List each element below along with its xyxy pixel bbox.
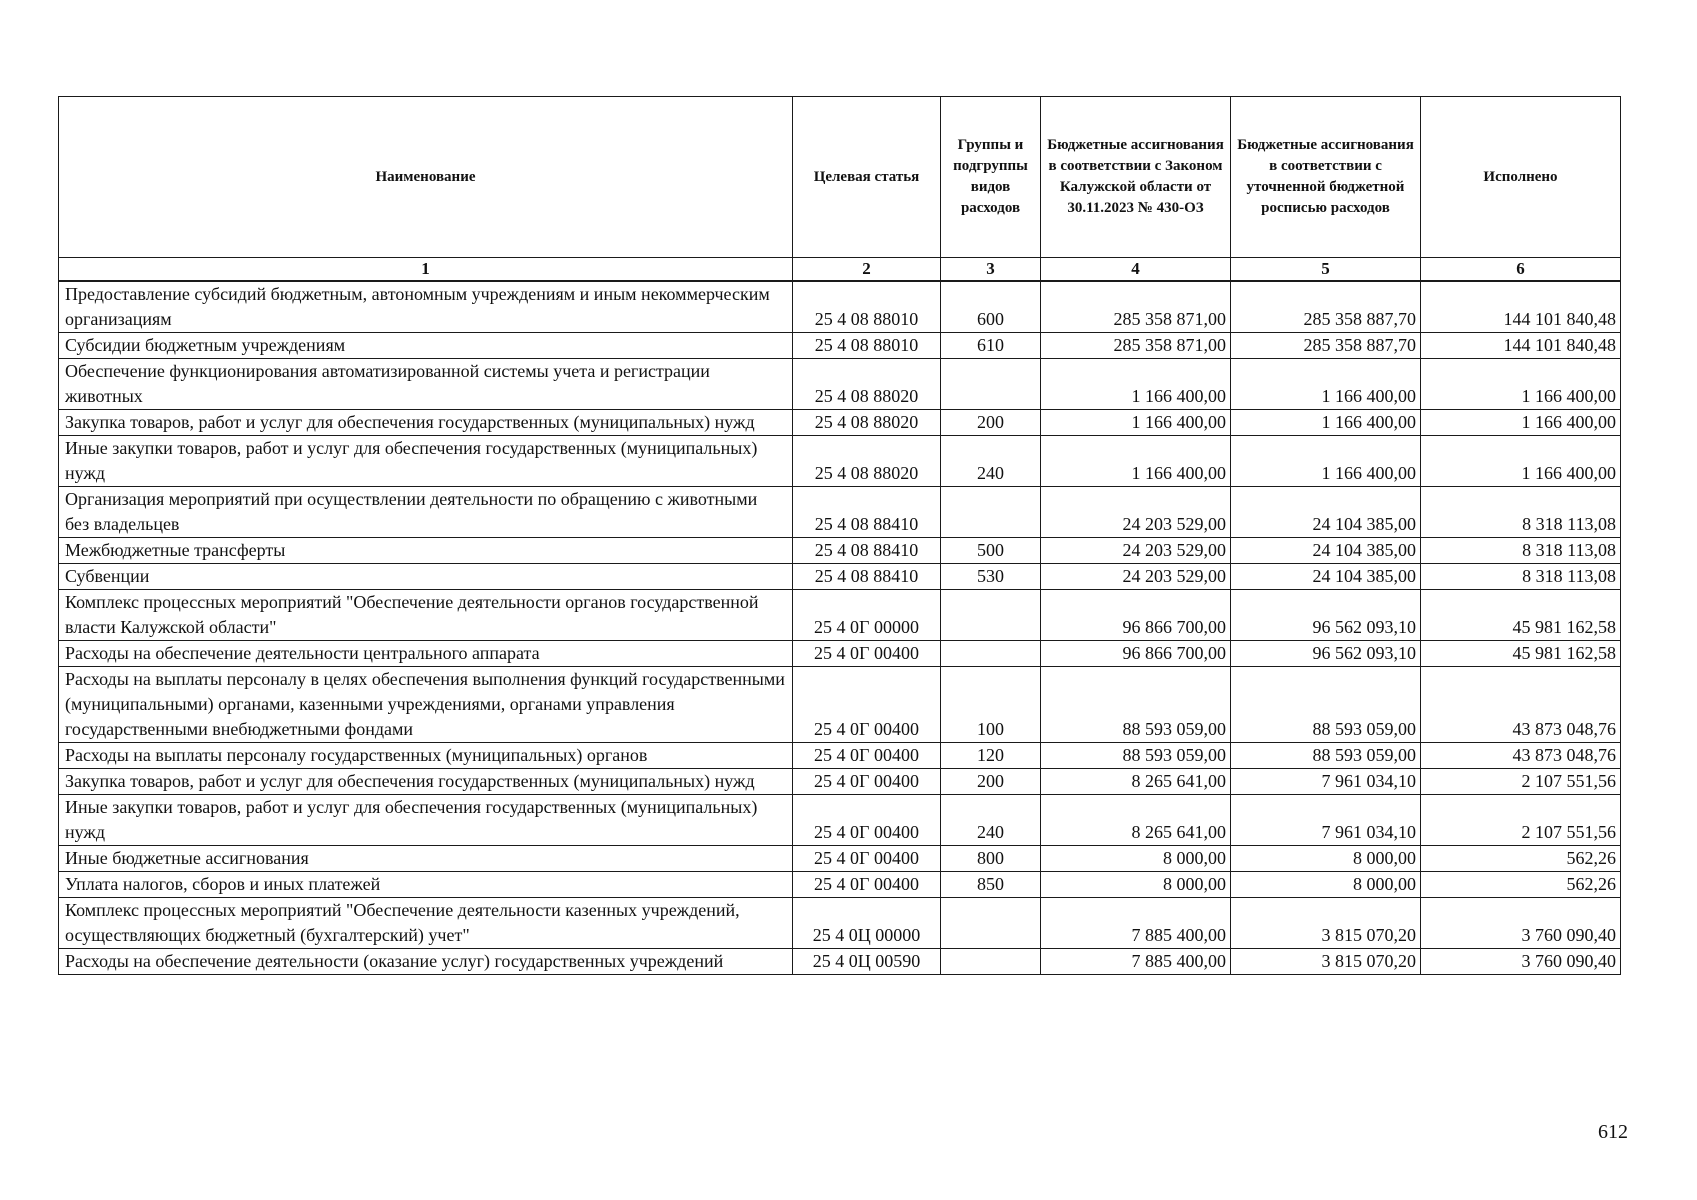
row-refined-amount: 1 166 400,00 [1231, 359, 1421, 410]
row-name: Организация мероприятий при осуществлении деятельности по обращению с животными без владельцев [59, 487, 793, 538]
row-target-code: 25 4 08 88410 [793, 538, 941, 564]
row-name: Комплекс процессных мероприятий "Обеспечение деятельности казенных учреждений, осуществляющих бюджетный (бухгалтерский) учет" [59, 898, 793, 949]
row-refined-amount: 8 000,00 [1231, 846, 1421, 872]
table-row [59, 359, 1621, 410]
row-group: 850 [941, 872, 1041, 898]
budget-execution-table [58, 96, 1621, 975]
header-name: Наименование [59, 97, 793, 258]
row-target-code: 25 4 08 88410 [793, 564, 941, 590]
table-row [59, 538, 1621, 564]
row-refined-amount: 88 593 059,00 [1231, 667, 1421, 743]
row-refined-amount: 96 562 093,10 [1231, 590, 1421, 641]
row-name: Расходы на обеспечение деятельности центрального аппарата [59, 641, 793, 667]
row-group: 200 [941, 769, 1041, 795]
table-row [59, 564, 1621, 590]
row-executed-amount: 1 166 400,00 [1421, 410, 1621, 436]
row-executed-amount: 1 166 400,00 [1421, 359, 1621, 410]
row-executed-amount: 45 981 162,58 [1421, 641, 1621, 667]
header-executed: Исполнено [1421, 97, 1621, 258]
row-executed-amount: 3 760 090,40 [1421, 898, 1621, 949]
row-refined-amount: 1 166 400,00 [1231, 410, 1421, 436]
row-group: 610 [941, 333, 1041, 359]
column-number: 4 [1041, 258, 1231, 282]
row-target-code: 25 4 08 88010 [793, 281, 941, 333]
row-group: 120 [941, 743, 1041, 769]
row-target-code: 25 4 0Ц 00000 [793, 898, 941, 949]
row-law-amount: 285 358 871,00 [1041, 281, 1231, 333]
row-group: 600 [941, 281, 1041, 333]
row-group [941, 487, 1041, 538]
row-law-amount: 8 000,00 [1041, 846, 1231, 872]
row-executed-amount: 8 318 113,08 [1421, 564, 1621, 590]
table-row [59, 846, 1621, 872]
row-executed-amount: 43 873 048,76 [1421, 667, 1621, 743]
row-executed-amount: 43 873 048,76 [1421, 743, 1621, 769]
row-refined-amount: 24 104 385,00 [1231, 487, 1421, 538]
row-refined-amount: 24 104 385,00 [1231, 564, 1421, 590]
page-number: 612 [1598, 1121, 1628, 1143]
row-law-amount: 24 203 529,00 [1041, 538, 1231, 564]
row-law-amount: 8 265 641,00 [1041, 795, 1231, 846]
row-name: Уплата налогов, сборов и иных платежей [59, 872, 793, 898]
row-executed-amount: 2 107 551,56 [1421, 795, 1621, 846]
row-target-code: 25 4 0Ц 00590 [793, 949, 941, 975]
row-target-code: 25 4 0Г 00400 [793, 769, 941, 795]
row-law-amount: 88 593 059,00 [1041, 667, 1231, 743]
budget-document-page [58, 96, 1620, 975]
row-law-amount: 8 000,00 [1041, 872, 1231, 898]
row-target-code: 25 4 08 88010 [793, 333, 941, 359]
row-target-code: 25 4 0Г 00000 [793, 590, 941, 641]
table-body [59, 281, 1621, 975]
table-row [59, 410, 1621, 436]
column-number: 6 [1421, 258, 1621, 282]
row-executed-amount: 8 318 113,08 [1421, 487, 1621, 538]
column-number: 3 [941, 258, 1041, 282]
row-group [941, 590, 1041, 641]
header-target-article: Целевая статья [793, 97, 941, 258]
table-row [59, 898, 1621, 949]
row-name: Субсидии бюджетным учреждениям [59, 333, 793, 359]
row-refined-amount: 3 815 070,20 [1231, 949, 1421, 975]
header-expense-groups: Группы и подгруппы видов расходов [941, 97, 1041, 258]
row-executed-amount: 144 101 840,48 [1421, 333, 1621, 359]
table-row [59, 743, 1621, 769]
row-law-amount: 96 866 700,00 [1041, 590, 1231, 641]
row-name: Расходы на выплаты персоналу государственных (муниципальных) органов [59, 743, 793, 769]
row-law-amount: 8 265 641,00 [1041, 769, 1231, 795]
row-law-amount: 1 166 400,00 [1041, 436, 1231, 487]
table-row [59, 795, 1621, 846]
row-target-code: 25 4 0Г 00400 [793, 795, 941, 846]
row-target-code: 25 4 0Г 00400 [793, 641, 941, 667]
row-law-amount: 24 203 529,00 [1041, 487, 1231, 538]
row-target-code: 25 4 0Г 00400 [793, 743, 941, 769]
column-number: 1 [59, 258, 793, 282]
row-law-amount: 88 593 059,00 [1041, 743, 1231, 769]
row-group: 500 [941, 538, 1041, 564]
row-group [941, 949, 1041, 975]
column-number: 2 [793, 258, 941, 282]
row-target-code: 25 4 08 88020 [793, 410, 941, 436]
row-refined-amount: 1 166 400,00 [1231, 436, 1421, 487]
row-target-code: 25 4 0Г 00400 [793, 667, 941, 743]
row-law-amount: 7 885 400,00 [1041, 949, 1231, 975]
row-name: Иные закупки товаров, работ и услуг для обеспечения государственных (муниципальных) нужд [59, 795, 793, 846]
row-law-amount: 1 166 400,00 [1041, 410, 1231, 436]
row-name: Закупка товаров, работ и услуг для обеспечения государственных (муниципальных) нужд [59, 769, 793, 795]
row-law-amount: 1 166 400,00 [1041, 359, 1231, 410]
row-target-code: 25 4 0Г 00400 [793, 872, 941, 898]
row-executed-amount: 2 107 551,56 [1421, 769, 1621, 795]
row-law-amount: 7 885 400,00 [1041, 898, 1231, 949]
row-name: Обеспечение функционирования автоматизированной системы учета и регистрации животных [59, 359, 793, 410]
row-executed-amount: 562,26 [1421, 872, 1621, 898]
row-name: Иные закупки товаров, работ и услуг для обеспечения государственных (муниципальных) нужд [59, 436, 793, 487]
row-name: Иные бюджетные ассигнования [59, 846, 793, 872]
row-group [941, 641, 1041, 667]
table-row [59, 769, 1621, 795]
table-row [59, 872, 1621, 898]
row-target-code: 25 4 0Г 00400 [793, 846, 941, 872]
row-name: Расходы на выплаты персоналу в целях обеспечения выполнения функций государственными (муниципальными) органами, казенными учреждениями, органами управления государственными внебюджетными фондами [59, 667, 793, 743]
row-refined-amount: 7 961 034,10 [1231, 769, 1421, 795]
row-executed-amount: 3 760 090,40 [1421, 949, 1621, 975]
table-row [59, 590, 1621, 641]
table-row [59, 436, 1621, 487]
row-name: Закупка товаров, работ и услуг для обеспечения государственных (муниципальных) нужд [59, 410, 793, 436]
row-target-code: 25 4 08 88410 [793, 487, 941, 538]
table-row [59, 487, 1621, 538]
header-refined-allocations: Бюджетные ассигнования в соответствии с уточненной бюджетной росписью расходов [1231, 97, 1421, 258]
row-law-amount: 24 203 529,00 [1041, 564, 1231, 590]
row-refined-amount: 88 593 059,00 [1231, 743, 1421, 769]
row-name: Расходы на обеспечение деятельности (оказание услуг) государственных учреждений [59, 949, 793, 975]
row-group: 200 [941, 410, 1041, 436]
row-executed-amount: 562,26 [1421, 846, 1621, 872]
row-refined-amount: 285 358 887,70 [1231, 333, 1421, 359]
row-name: Комплекс процессных мероприятий "Обеспечение деятельности органов государственной власти Калужской области" [59, 590, 793, 641]
row-group: 100 [941, 667, 1041, 743]
row-group [941, 898, 1041, 949]
row-law-amount: 285 358 871,00 [1041, 333, 1231, 359]
row-refined-amount: 96 562 093,10 [1231, 641, 1421, 667]
row-refined-amount: 3 815 070,20 [1231, 898, 1421, 949]
row-executed-amount: 8 318 113,08 [1421, 538, 1621, 564]
row-group [941, 359, 1041, 410]
row-refined-amount: 24 104 385,00 [1231, 538, 1421, 564]
table-row [59, 281, 1621, 333]
table-row [59, 333, 1621, 359]
row-name: Предоставление субсидий бюджетным, автономным учреждениям и иным некоммерческим организациям [59, 281, 793, 333]
column-number: 5 [1231, 258, 1421, 282]
row-executed-amount: 45 981 162,58 [1421, 590, 1621, 641]
row-refined-amount: 7 961 034,10 [1231, 795, 1421, 846]
header-row [59, 97, 1621, 258]
table-row [59, 641, 1621, 667]
row-target-code: 25 4 08 88020 [793, 436, 941, 487]
row-executed-amount: 1 166 400,00 [1421, 436, 1621, 487]
column-number-row [59, 258, 1621, 282]
row-group: 530 [941, 564, 1041, 590]
row-refined-amount: 8 000,00 [1231, 872, 1421, 898]
row-group: 240 [941, 436, 1041, 487]
row-target-code: 25 4 08 88020 [793, 359, 941, 410]
table-header [59, 97, 1621, 282]
table-row [59, 949, 1621, 975]
row-executed-amount: 144 101 840,48 [1421, 281, 1621, 333]
table-row [59, 667, 1621, 743]
row-group: 800 [941, 846, 1041, 872]
row-refined-amount: 285 358 887,70 [1231, 281, 1421, 333]
row-name: Межбюджетные трансферты [59, 538, 793, 564]
row-group: 240 [941, 795, 1041, 846]
row-name: Субвенции [59, 564, 793, 590]
row-law-amount: 96 866 700,00 [1041, 641, 1231, 667]
header-law-allocations: Бюджетные ассигнования в соответствии с Законом Калужской области от 30.11.2023 № 430-ОЗ [1041, 97, 1231, 258]
